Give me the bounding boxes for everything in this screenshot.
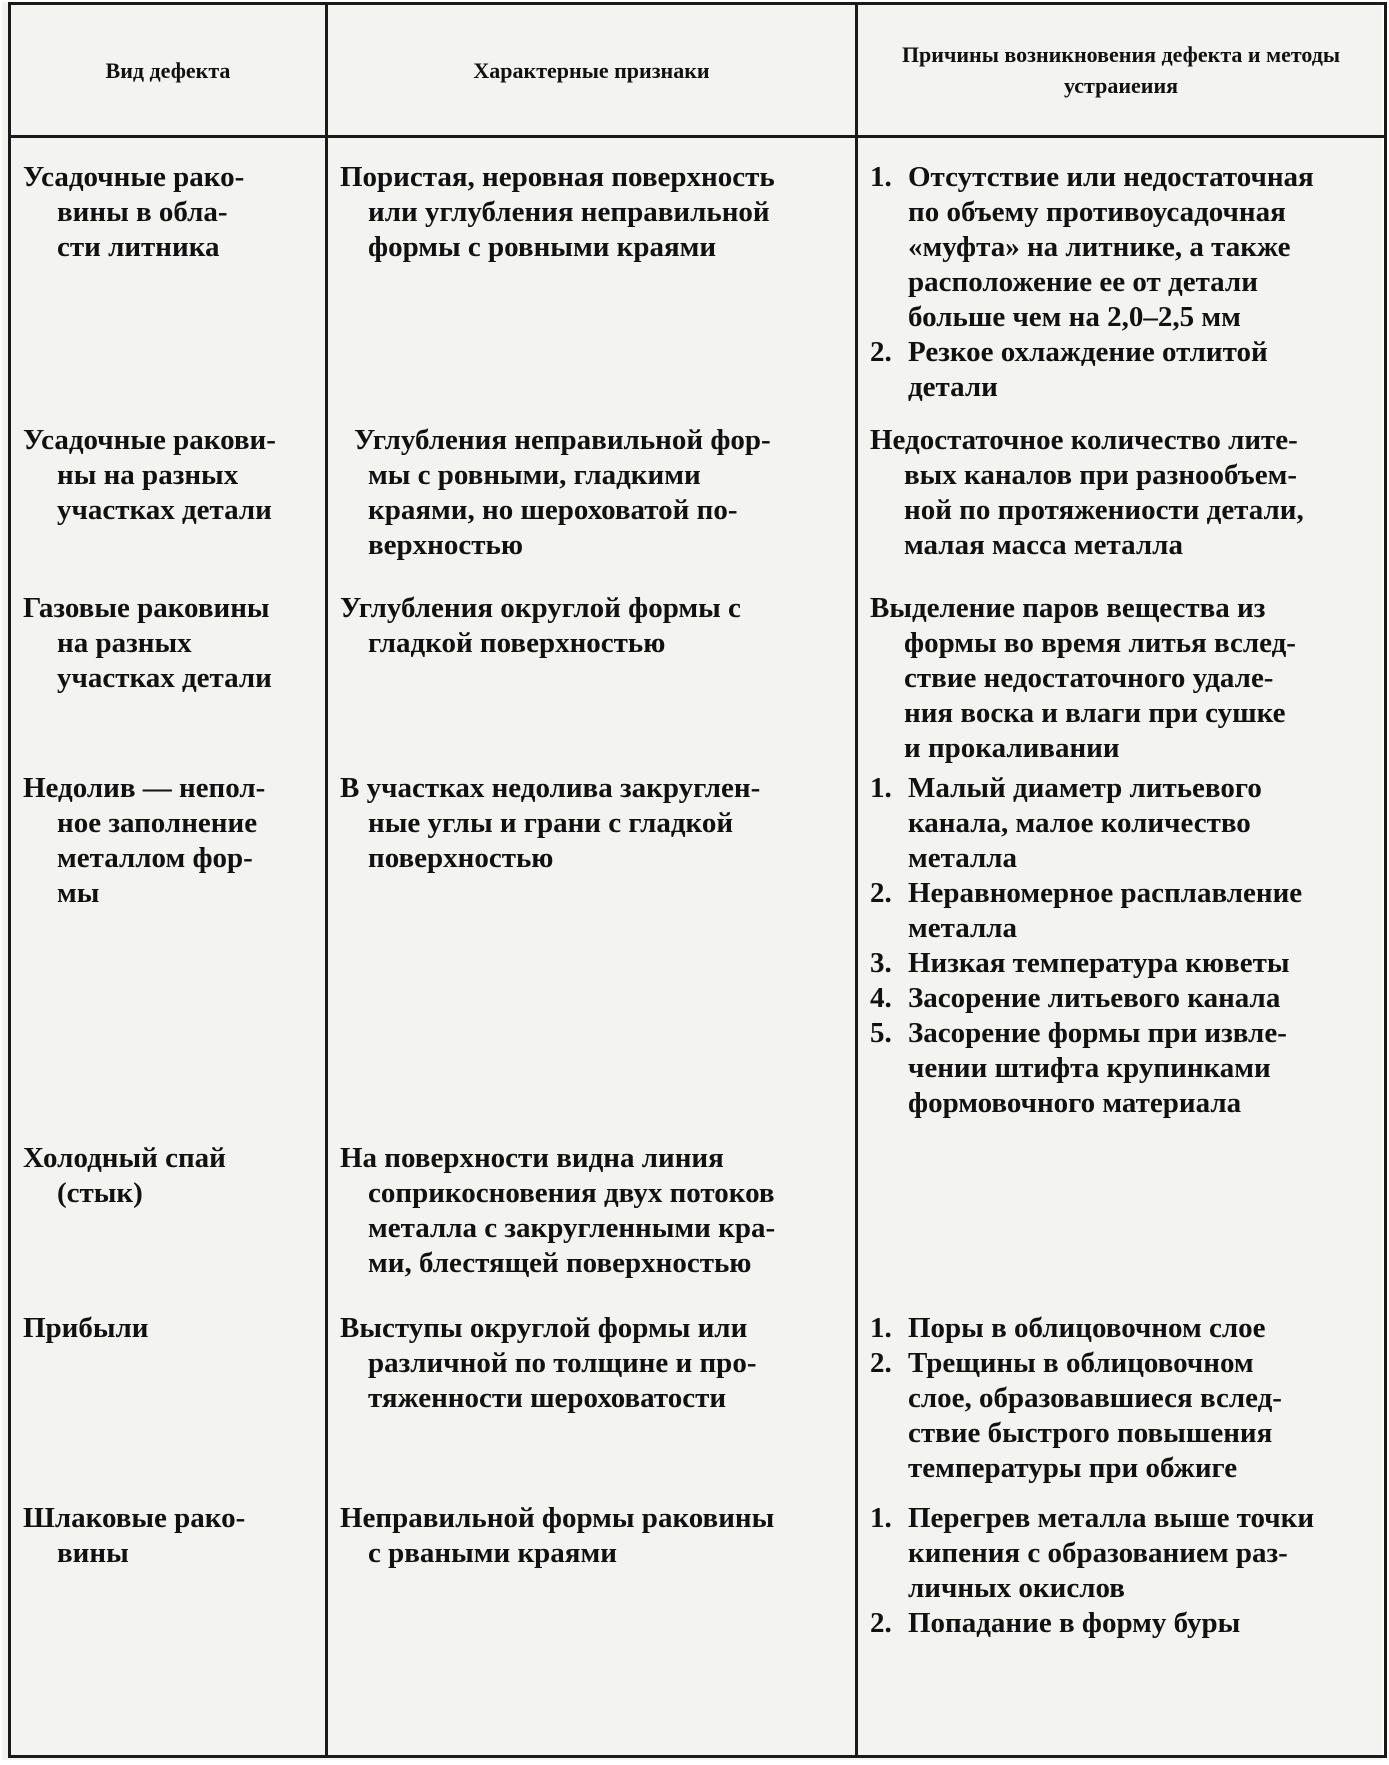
line: участках детали <box>57 661 272 694</box>
line: Углубления округлой формы с <box>340 591 741 624</box>
table-row <box>10 423 1386 591</box>
line: Пористая, неровная поверхность <box>340 161 775 193</box>
causes-cell <box>857 423 1386 591</box>
line: с рваными краями <box>368 1536 617 1569</box>
causes-cell <box>857 137 1386 423</box>
causes-cell <box>857 1501 1386 1757</box>
causes-cell <box>857 771 1386 1141</box>
line: формы во время литья вслед- <box>904 626 1296 659</box>
line: На поверхности видна линия <box>340 1141 724 1174</box>
list-item: 1. Отсутствие или недостаточная по объему противоусадочная «муфта» на литнике, а также расположение ее от детали больше чем на 2,0–2,5 мм <box>870 161 1314 333</box>
list-item: 1. Поры в облицовочном слое <box>870 1311 1266 1344</box>
defect-cell <box>10 1311 327 1501</box>
page <box>2 2 1382 1760</box>
defect-cell <box>10 771 327 1141</box>
line: металлом фор- <box>57 841 253 874</box>
line: или углубления неправильной <box>368 196 770 228</box>
table-row <box>10 771 1386 1141</box>
defects-table <box>8 2 1387 1758</box>
line: мы <box>57 876 100 909</box>
table-row <box>10 1311 1386 1501</box>
line: Усадочные ракови- <box>23 423 276 456</box>
line: металла с закругленными кра- <box>368 1211 776 1244</box>
defect-cell <box>10 137 327 423</box>
line: ные углы и грани с гладкой <box>368 806 734 839</box>
line: сти литника <box>57 231 220 263</box>
line: тяженности шероховатости <box>368 1381 727 1414</box>
line: поверхностью <box>368 841 554 874</box>
signs-cell <box>327 137 857 423</box>
line: Газовые раковины <box>23 591 270 624</box>
causes-cell <box>857 1141 1386 1311</box>
line: ния воска и влаги при сушке <box>904 696 1286 729</box>
line: вых каналов при разнообъем- <box>904 458 1298 491</box>
line: участках детали <box>57 493 272 526</box>
line: Выделение паров вещества из <box>870 591 1266 624</box>
line: формы с ровными краями <box>368 231 717 263</box>
line: мы с ровными, гладкими <box>368 458 701 491</box>
defect-cell <box>10 591 327 771</box>
list-item: 1. Перегрев металла выше точки кипения с образованием раз- личных окислов <box>870 1501 1315 1604</box>
line: Углубления неправильной фор- <box>354 423 771 456</box>
line: и прокаливании <box>904 731 1120 764</box>
table-row <box>10 137 1386 423</box>
line: Недостаточное количество лите- <box>870 423 1298 456</box>
line: верхностью <box>368 528 523 561</box>
line: Усадочные рако- <box>23 161 245 193</box>
line: ми, блестящей поверхностью <box>368 1246 752 1279</box>
line: Холодный спай <box>23 1141 226 1174</box>
list-item: 2. Попадание в форму буры <box>870 1606 1241 1639</box>
signs-cell <box>327 771 857 1141</box>
defect-cell <box>10 423 327 591</box>
signs-cell <box>327 1141 857 1311</box>
line: ны на разных <box>57 458 239 491</box>
header-signs: Характерные признаки <box>327 4 857 137</box>
line: вины <box>57 1536 129 1569</box>
table-row <box>10 1501 1386 1757</box>
line: В участках недолива закруглен- <box>340 771 761 804</box>
line: Шлаковые рако- <box>23 1501 246 1534</box>
signs-cell <box>327 1311 857 1501</box>
list-item: 2. Резкое охлаждение отлитой детали <box>870 336 1268 403</box>
list-item: 5. Засорение формы при извле- чении штифта крупинками формовочного материала <box>870 1016 1287 1119</box>
line: на разных <box>57 626 192 659</box>
header-causes: Причины возникновения дефекта и методы устраиеиия <box>857 4 1386 137</box>
line: Неправильной формы раковины <box>340 1501 775 1534</box>
causes-cell <box>857 1311 1386 1501</box>
list-item: 4. Засорение литьевого канала <box>870 981 1281 1014</box>
table-row <box>10 591 1386 771</box>
line: Выступы округлой формы или <box>340 1311 748 1344</box>
line: Недолив — непол- <box>23 771 266 804</box>
line: Прибыли <box>23 1311 149 1344</box>
list-item: 3. Низкая температура кюветы <box>870 946 1290 979</box>
list-item: 2. Неравномерное расплавление металла <box>870 876 1303 944</box>
signs-cell <box>327 423 857 591</box>
line: ствие недостаточного удале- <box>904 661 1274 694</box>
causes-cell <box>857 591 1386 771</box>
list-item: 2. Трещины в облицовочном слое, образовавшиеся вслед- ствие быстрого повышения температуры при обжиге <box>870 1346 1282 1484</box>
line: вины в обла- <box>57 196 228 228</box>
line: краями, но шероховатой по- <box>368 493 738 526</box>
line: различной по толщине и про- <box>368 1346 757 1379</box>
line: соприкосновения двух потоков <box>368 1176 775 1209</box>
line: ной по протяжениости детали, <box>904 493 1304 526</box>
signs-cell <box>327 591 857 771</box>
header-row <box>10 4 1386 137</box>
signs-cell <box>327 1501 857 1757</box>
line: (стык) <box>57 1176 143 1209</box>
list-item: 1. Малый диаметр литьевого канала, малое количество металла <box>870 771 1262 874</box>
defect-cell <box>10 1141 327 1311</box>
header-defect-type: Вид дефекта <box>10 4 327 137</box>
line: гладкой поверхностью <box>368 626 666 659</box>
defect-cell <box>10 1501 327 1757</box>
line: малая масса металла <box>904 528 1183 561</box>
table-row <box>10 1141 1386 1311</box>
line: ное заполнение <box>57 806 258 839</box>
